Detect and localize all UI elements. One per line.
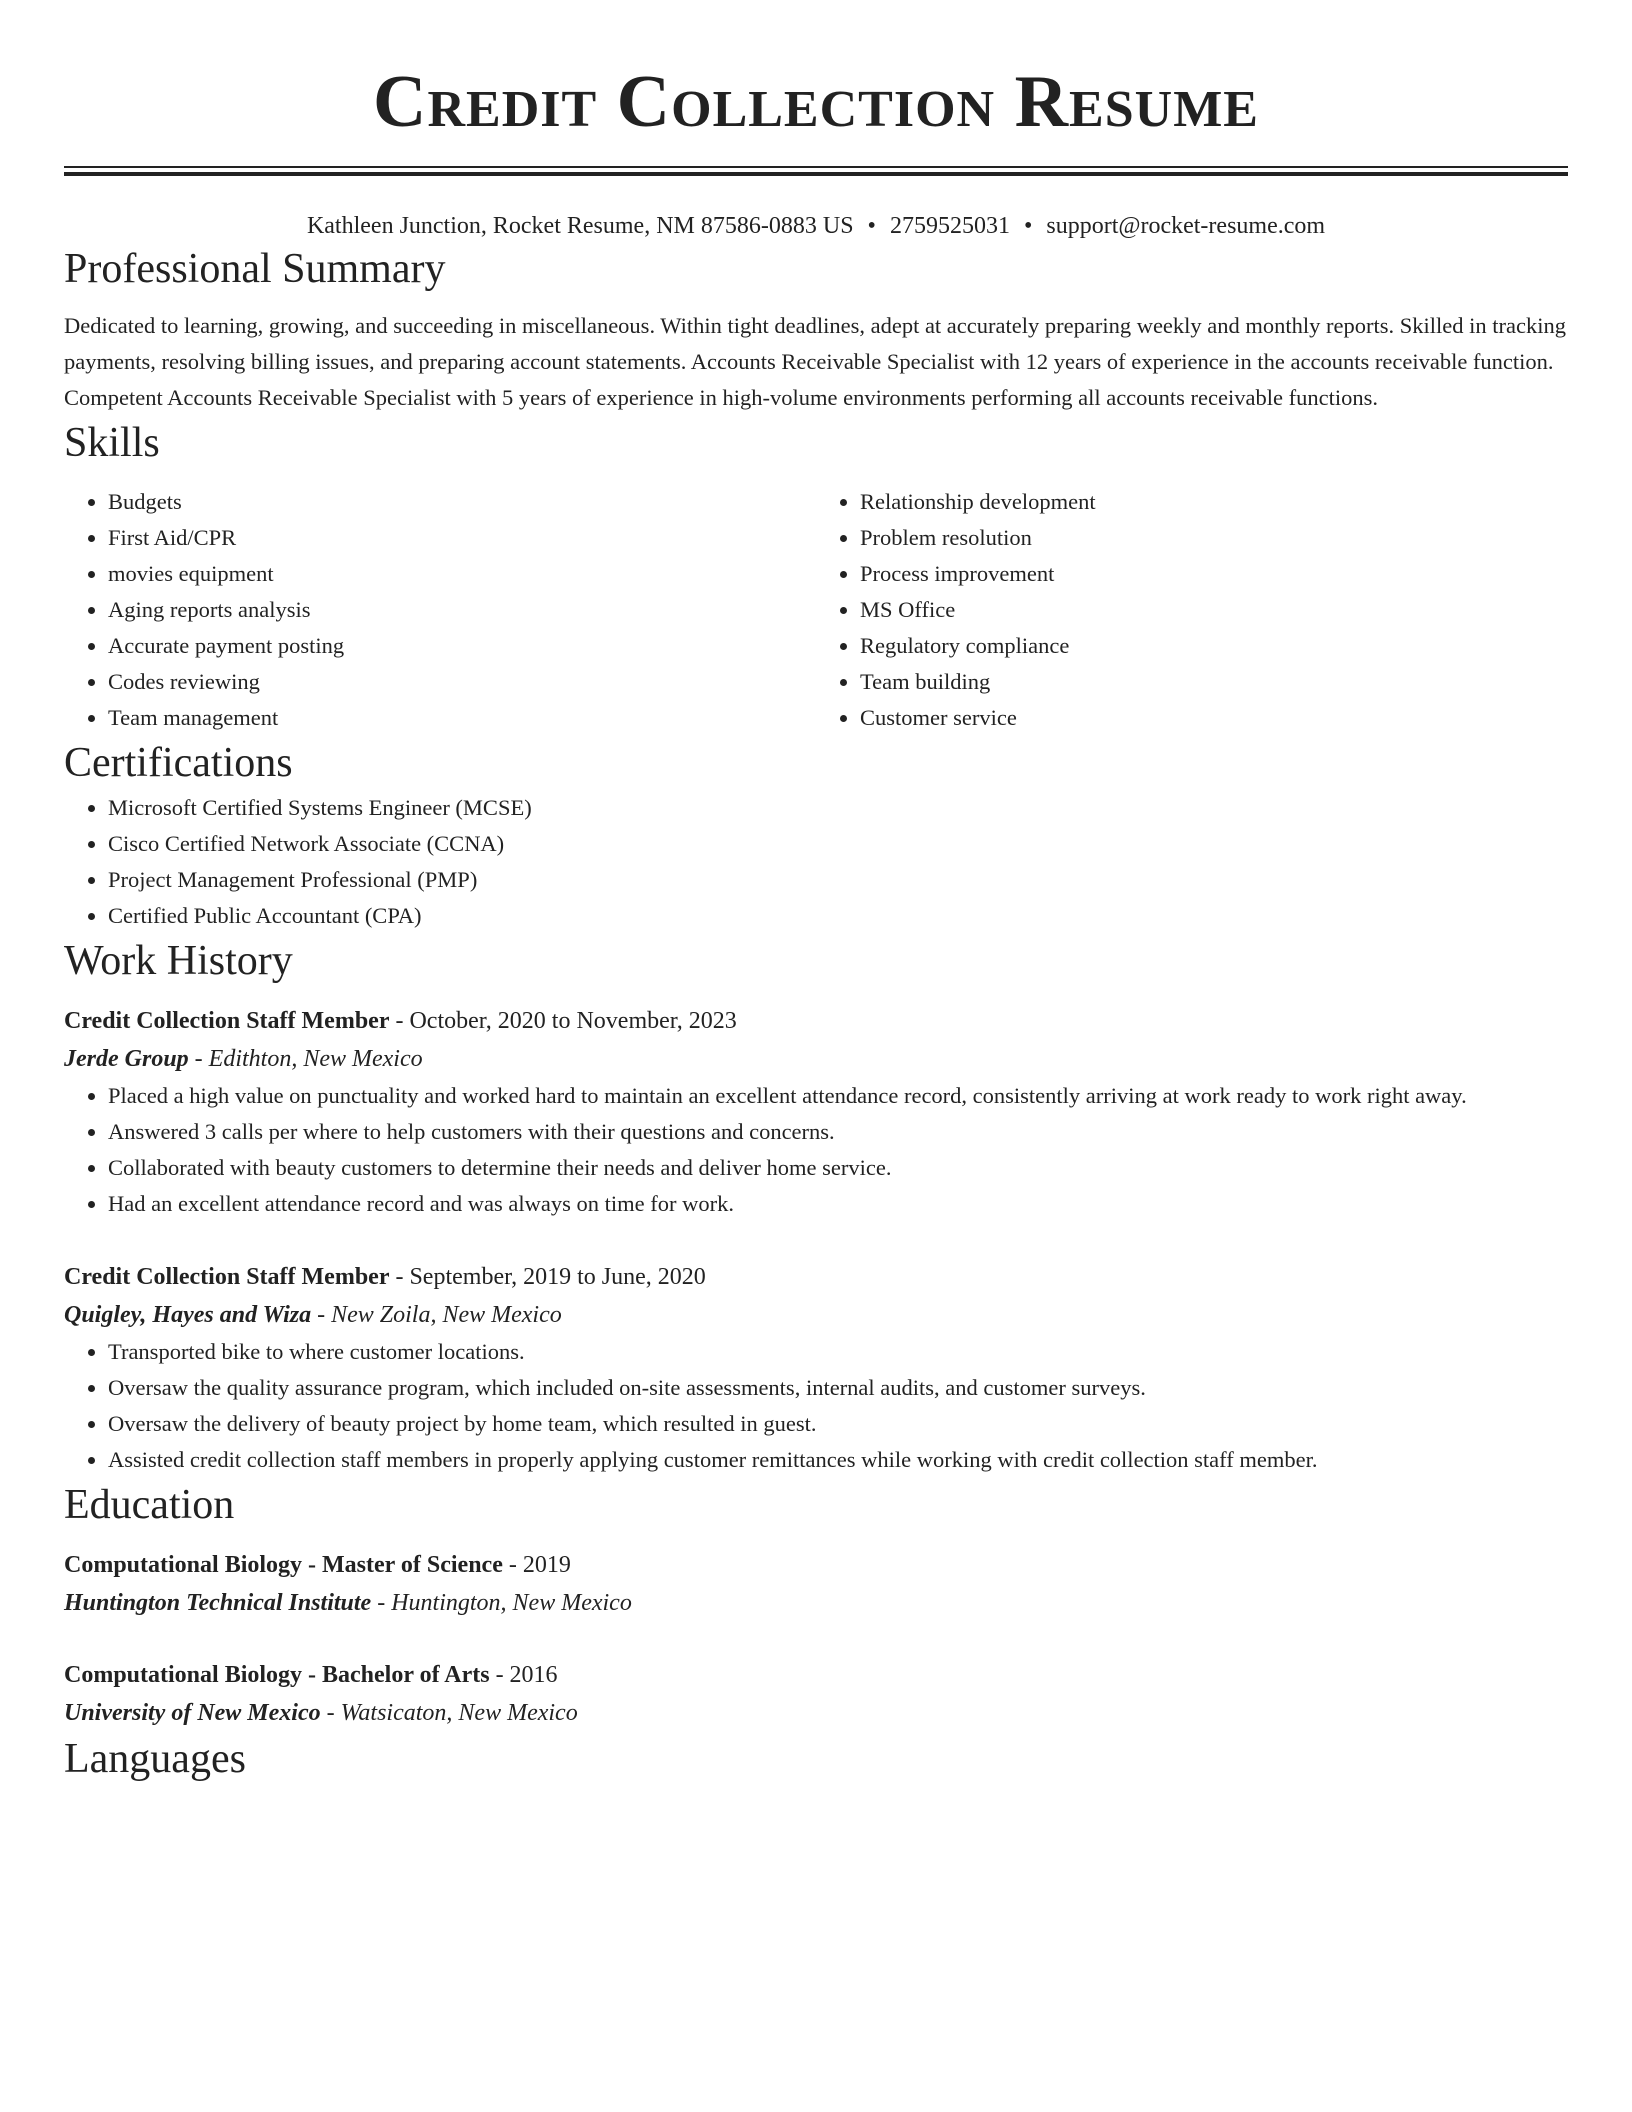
- section-heading-languages: Languages: [64, 1736, 246, 1782]
- job-duty: • Had an excellent attendance record and was always on time for work.: [108, 1186, 1568, 1222]
- contact-separator: •: [1023, 213, 1033, 239]
- education-entry: [64, 1546, 1568, 1622]
- school-line: [64, 1694, 1568, 1732]
- skills-list-left: [64, 484, 816, 736]
- job-duty: • Answered 3 calls per where to help customers with their questions and concerns.: [108, 1114, 1568, 1150]
- job-duty: • Placed a high value on punctuality and worked hard to maintain an excellent attendance record, consistently arriving at work ready to work right away.: [108, 1078, 1568, 1114]
- skill-item: • MS Office: [860, 592, 1568, 628]
- page-title: Credit Collection Resume: [373, 61, 1259, 143]
- section-heading-skills: Skills: [64, 420, 160, 466]
- summary-text: Dedicated to learning, growing, and succeeding in miscellaneous. Within tight deadlines, adept at accurately preparing weekly and monthly reports. Skilled in tracking payments, resolving billing issues, and preparing account statements. Accounts Receivable Specialist with 12 years of experience in the accounts receivable function. Competent Accounts Receivable Specialist with 5 years of experience in high-volume environments performing all accounts receivable functions.: [64, 313, 1566, 410]
- job-entry: [64, 1258, 1568, 1478]
- certification-item: • Project Management Professional (PMP): [108, 862, 1568, 898]
- contact-line: [64, 210, 1568, 242]
- skills-columns: [64, 484, 1568, 736]
- job-entry: [64, 1002, 1568, 1222]
- degree-name: Computational Biology - Bachelor of Arts: [64, 1662, 490, 1688]
- contact-email: support@rocket-resume.com: [1046, 213, 1326, 239]
- certification-item: • Microsoft Certified Systems Engineer (MCSE): [108, 790, 1568, 826]
- job-duties-list: [64, 1334, 1568, 1478]
- contact-separator: •: [867, 213, 876, 239]
- school-name: Huntington Technical Institute: [64, 1590, 372, 1616]
- skill-item: • Customer service: [860, 700, 1568, 736]
- job-title: Credit Collection Staff Member: [64, 1008, 390, 1034]
- school-line: [64, 1584, 1568, 1622]
- degree-name: Computational Biology - Master of Science: [64, 1552, 503, 1578]
- section-heading-education: Education: [64, 1482, 235, 1528]
- company-name: Quigley, Hayes and Wiza: [64, 1302, 312, 1328]
- skill-item: • First Aid/CPR: [108, 520, 816, 556]
- company-line: [64, 1296, 1568, 1334]
- job-duties-list: [64, 1078, 1568, 1222]
- company-location: - Edithton, New Mexico: [188, 1046, 423, 1072]
- job-duty: • Assisted credit collection staff members in properly applying customer remittances while working with credit collection staff member.: [108, 1442, 1568, 1478]
- job-duty: • Collaborated with beauty customers to determine their needs and deliver home service.: [108, 1150, 1568, 1186]
- section-heading-certifications: Certifications: [64, 740, 293, 786]
- job-title-line: [64, 1002, 1568, 1040]
- company-line: [64, 1040, 1568, 1078]
- education-entry: [64, 1656, 1568, 1732]
- job-duty: • Oversaw the delivery of beauty project by home team, which resulted in guest.: [108, 1406, 1568, 1442]
- skill-item: • movies equipment: [108, 556, 816, 592]
- skill-item: • Regulatory compliance: [860, 628, 1568, 664]
- job-dates: - September, 2019 to June, 2020: [389, 1264, 706, 1290]
- degree-year: - 2016: [489, 1662, 558, 1688]
- section-heading-summary: Professional Summary: [64, 246, 446, 292]
- section-heading-work-history: Work History: [64, 938, 293, 984]
- certification-item: • Cisco Certified Network Associate (CCNA): [108, 826, 1568, 862]
- school-location: - Watsicaton, New Mexico: [320, 1700, 578, 1726]
- contact-phone: 2759525031: [889, 213, 1010, 239]
- job-title-line: [64, 1258, 1568, 1296]
- skill-item: • Relationship development: [860, 484, 1568, 520]
- job-duty: • Transported bike to where customer locations.: [108, 1334, 1568, 1370]
- degree-line: [64, 1546, 1568, 1584]
- certifications-list: [64, 790, 1568, 934]
- company-name: Jerde Group: [64, 1046, 189, 1072]
- certification-item: • Certified Public Accountant (CPA): [108, 898, 1568, 934]
- school-location: - Huntington, New Mexico: [371, 1590, 632, 1616]
- degree-year: - 2019: [502, 1552, 571, 1578]
- skill-item: • Process improvement: [860, 556, 1568, 592]
- job-dates: - October, 2020 to November, 2023: [389, 1008, 737, 1034]
- skill-item: • Accurate payment posting: [108, 628, 816, 664]
- skill-item: • Team building: [860, 664, 1568, 700]
- job-title: Credit Collection Staff Member: [64, 1264, 390, 1290]
- skill-item: • Budgets: [108, 484, 816, 520]
- title-double-rule: [64, 166, 1568, 176]
- contact-address: Kathleen Junction, Rocket Resume, NM 87586-0883 US: [306, 213, 854, 239]
- skill-item: • Team management: [108, 700, 816, 736]
- job-duty: • Oversaw the quality assurance program, which included on-site assessments, internal audits, and customer surveys.: [108, 1370, 1568, 1406]
- skill-item: • Aging reports analysis: [108, 592, 816, 628]
- company-location: - New Zoila, New Mexico: [311, 1302, 562, 1328]
- skill-item: • Codes reviewing: [108, 664, 816, 700]
- school-name: University of New Mexico: [64, 1700, 321, 1726]
- skills-list-right: [816, 484, 1568, 736]
- degree-line: [64, 1656, 1568, 1694]
- skill-item: • Problem resolution: [860, 520, 1568, 556]
